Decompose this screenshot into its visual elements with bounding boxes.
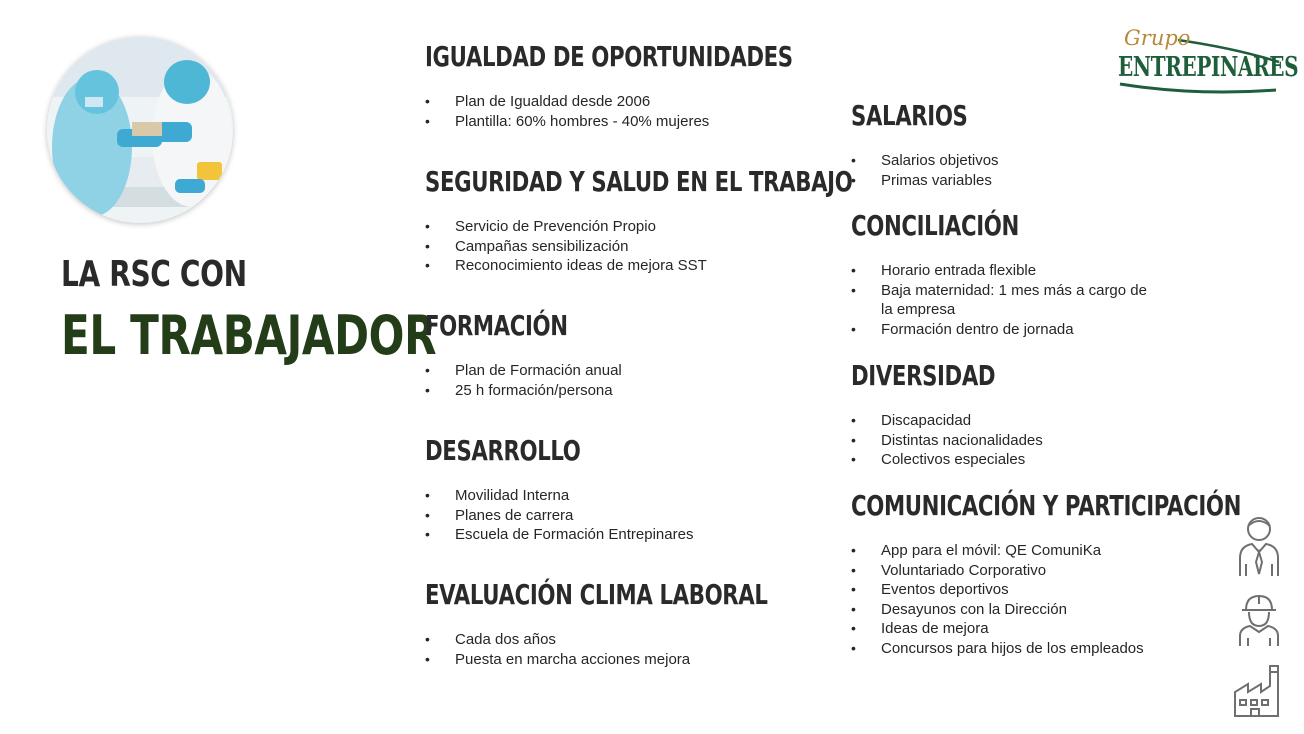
- bullet-list: [425, 361, 785, 400]
- list-item: • Horario entrada flexible: [851, 261, 1151, 281]
- list-item: • Plantilla: 60% hombres - 40% mujeres: [425, 112, 785, 132]
- list-item: • App para el móvil: QE ComuniKa: [851, 541, 1211, 561]
- hero-title-line2: EL TRABAJADOR: [61, 304, 437, 367]
- list-item: • 25 h formación/persona: [425, 381, 785, 401]
- list-item: • Colectivos especiales: [851, 450, 1211, 470]
- company-logo: [1116, 26, 1299, 96]
- list-item: • Baja maternidad: 1 mes más a cargo de la empresa: [851, 281, 1151, 320]
- list-item: • Reconocimiento ideas de mejora SST: [425, 256, 785, 276]
- list-item: • Servicio de Prevención Propio: [425, 217, 785, 237]
- section-title: FORMACIÓN: [425, 309, 568, 342]
- lab-workers-photo: [47, 37, 233, 223]
- list-item: • Movilidad Interna: [425, 486, 785, 506]
- hero-title-line1: LA RSC CON: [61, 254, 247, 295]
- list-item: • Concursos para hijos de los empleados: [851, 639, 1211, 659]
- section-title: IGUALDAD DE OPORTUNIDADES: [425, 40, 793, 73]
- section-title: DIVERSIDAD: [851, 359, 996, 392]
- logo-text-top: Grupo: [1124, 26, 1191, 50]
- list-item: • Voluntariado Corporativo: [851, 561, 1211, 581]
- list-item: • Planes de carrera: [425, 506, 785, 526]
- bullet-list: [425, 217, 785, 276]
- bullet-list: [425, 92, 785, 131]
- construction-worker-icon: [1236, 592, 1282, 648]
- list-item: • Plan de Igualdad desde 2006: [425, 92, 785, 112]
- bullet-list: [851, 151, 1211, 190]
- list-item: • Discapacidad: [851, 411, 1211, 431]
- section-title: CONCILIACIÓN: [851, 209, 1019, 242]
- section-title: EVALUACIÓN CLIMA LABORAL: [425, 578, 768, 611]
- list-item: • Distintas nacionalidades: [851, 431, 1211, 451]
- section-salarios: [851, 99, 1211, 190]
- bullet-list: [425, 486, 785, 545]
- section-title: SALARIOS: [851, 99, 968, 132]
- list-item: • Eventos deportivos: [851, 580, 1211, 600]
- list-item: • Plan de Formación anual: [425, 361, 785, 381]
- section-seguridad: [425, 165, 853, 276]
- bullet-list: [851, 541, 1211, 659]
- list-item: • Campañas sensibilización: [425, 237, 785, 257]
- list-item: • Escuela de Formación Entrepinares: [425, 525, 785, 545]
- bullet-list: [851, 411, 1211, 470]
- section-igualdad: [425, 40, 793, 131]
- logo-text-bottom: ENTREPINARES: [1118, 52, 1299, 83]
- list-item: • Ideas de mejora: [851, 619, 1211, 639]
- factory-icon: [1232, 662, 1286, 718]
- list-item: • Primas variables: [851, 171, 1211, 191]
- bullet-list: [425, 630, 785, 669]
- list-item: • Desayunos con la Dirección: [851, 600, 1211, 620]
- section-desarrollo: [425, 434, 785, 545]
- list-item: • Puesta en marcha acciones mejora: [425, 650, 785, 670]
- section-title: DESARROLLO: [425, 434, 581, 467]
- businessman-icon: [1236, 514, 1282, 578]
- section-formacion: [425, 309, 785, 400]
- section-diversidad: [851, 359, 1211, 470]
- section-comunicacion: [851, 489, 1242, 659]
- list-item: • Cada dos años: [425, 630, 785, 650]
- section-title: SEGURIDAD Y SALUD EN EL TRABAJO: [425, 165, 853, 198]
- section-clima-laboral: [425, 578, 785, 669]
- section-title: COMUNICACIÓN Y PARTICIPACIÓN: [851, 489, 1242, 522]
- list-item: • Formación dentro de jornada: [851, 320, 1151, 340]
- list-item: • Salarios objetivos: [851, 151, 1211, 171]
- bullet-list: [851, 261, 1151, 339]
- section-conciliacion: [851, 209, 1151, 339]
